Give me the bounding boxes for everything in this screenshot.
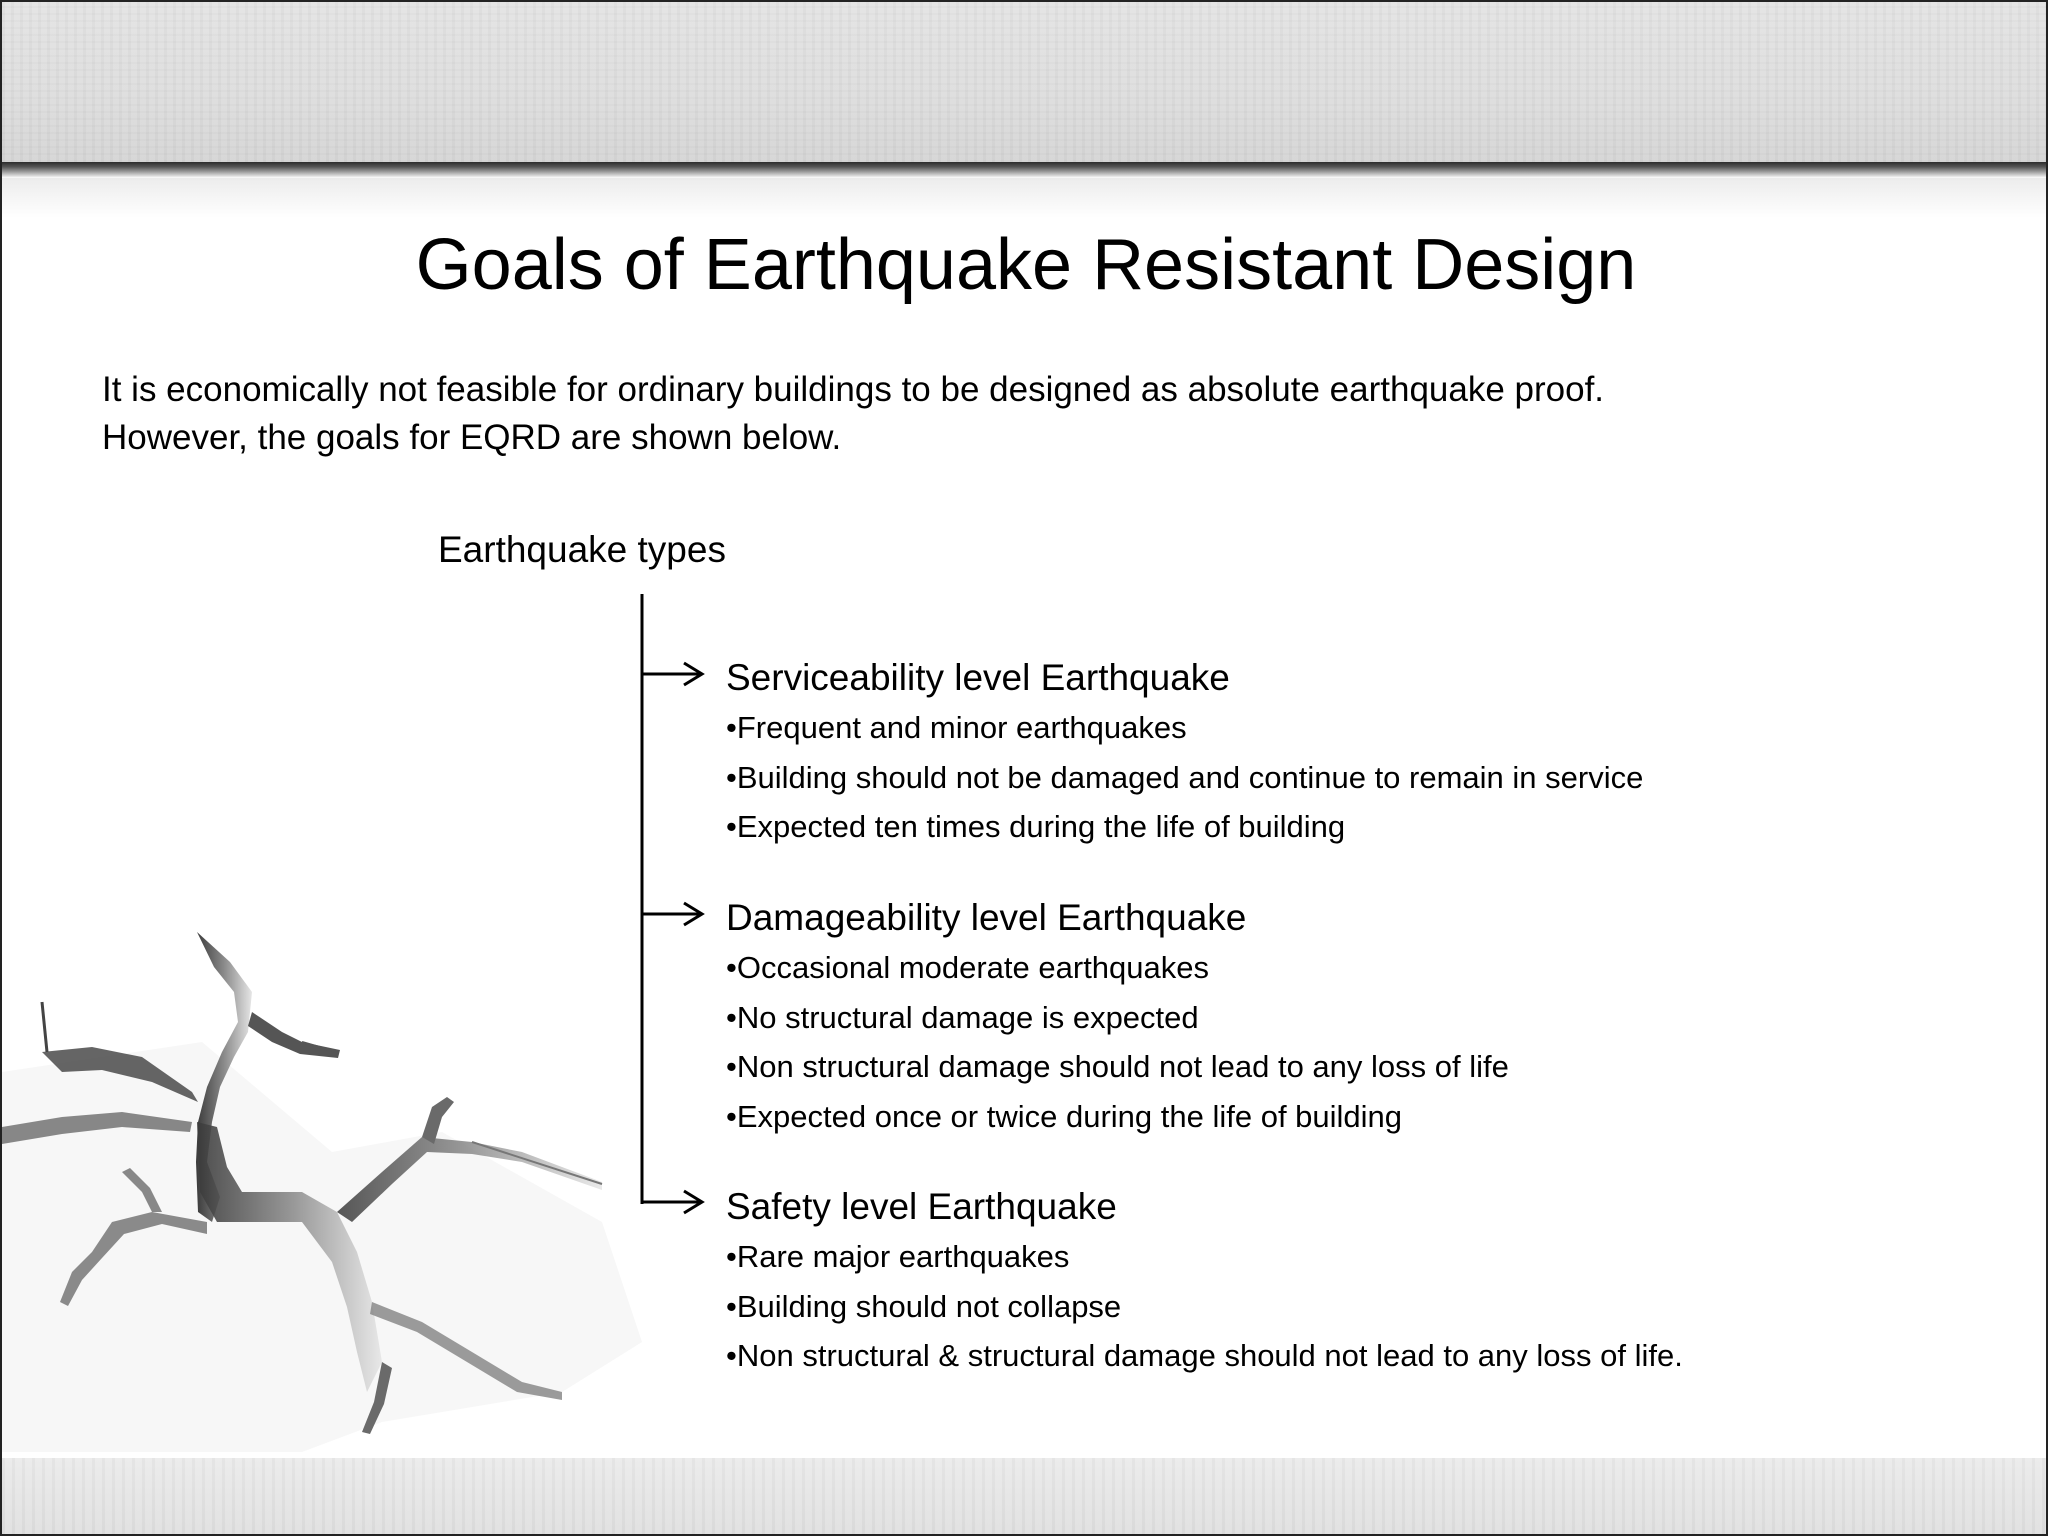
ground-crack-illustration xyxy=(2,922,722,1452)
tree-connector xyxy=(622,590,732,1210)
intro-paragraph xyxy=(102,366,1982,462)
group-title: Safety level Earthquake xyxy=(726,1186,1117,1227)
arrow-right-icon xyxy=(642,1191,702,1213)
arrow-right-icon xyxy=(642,663,702,685)
bullet-item: •Rare major earthquakes xyxy=(726,1239,1070,1274)
earthquake-types-label: Earthquake types xyxy=(438,529,726,570)
slide-title: Goals of Earthquake Resistant Design xyxy=(415,225,1637,305)
header-rule xyxy=(2,162,2048,178)
intro-line-1: It is economically not feasible for ordinary buildings to be designed as absolute earthquake proof. xyxy=(102,370,1605,409)
header-shadow xyxy=(2,178,2048,218)
bullet-item: •Frequent and minor earthquakes xyxy=(726,710,1187,745)
bullet-item: •Non structural & structural damage should not lead to any loss of life. xyxy=(726,1338,1683,1374)
footer-band xyxy=(2,1458,2048,1536)
bullet-item: •Expected ten times during the life of building xyxy=(726,809,1346,845)
bullet-item: •Non structural damage should not lead to any loss of life xyxy=(726,1049,1509,1085)
damageability-group xyxy=(726,893,1509,1141)
bullet-item: •Occasional moderate earthquakes xyxy=(726,950,1210,985)
bullet-item: •Building should not be damaged and continue to remain in service xyxy=(726,759,1644,795)
group-title: Damageability level Earthquake xyxy=(726,897,1247,938)
safety-group xyxy=(726,1182,1683,1381)
bullet-item: •Expected once or twice during the life of building xyxy=(726,1098,1403,1134)
header-band xyxy=(2,2,2048,162)
group-title: Serviceability level Earthquake xyxy=(726,657,1230,698)
arrow-right-icon xyxy=(642,903,702,925)
bullet-item: •No structural damage is expected xyxy=(726,999,1199,1035)
intro-line-2: However, the goals for EQRD are shown below. xyxy=(102,418,842,457)
serviceability-group xyxy=(726,653,1643,852)
bullet-item: •Building should not collapse xyxy=(726,1288,1122,1324)
